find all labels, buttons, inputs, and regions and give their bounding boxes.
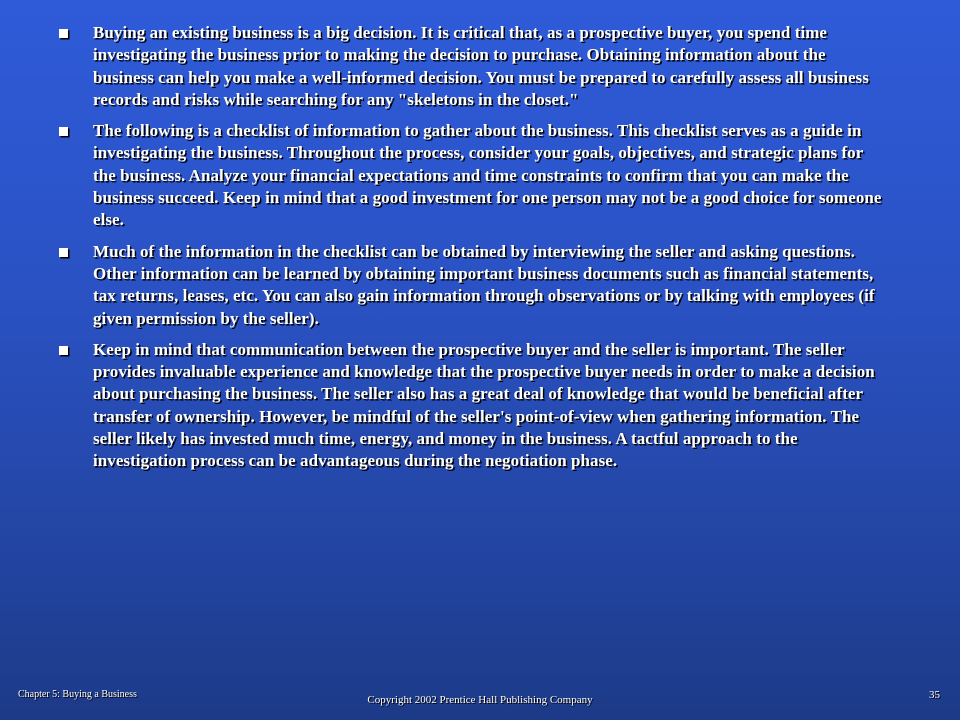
- bullet-text: Much of the information in the checklist can be obtained by interviewing the seller and asking questions. Other information can be learned by obtaining important business documents such as financial statements, tax returns, leases, etc. You can also gain information through observations or by talking with employees (if given permission by the seller).: [93, 241, 875, 328]
- square-bullet-icon: [59, 346, 68, 355]
- square-bullet-icon: [59, 127, 68, 136]
- bullet-item: [58, 339, 888, 473]
- bullet-item: [58, 241, 888, 330]
- square-bullet-icon: [59, 248, 68, 257]
- bullet-text: The following is a checklist of information to gather about the business. This checklist serves as a guide in investigating the business. Throughout the process, consider your goals, objectives, and strategic plans for the business. Analyze your financial expectations and time constraints to confirm that you can make the business succeed. Keep in mind that a good investment for one person may not be a good choice for someone else.: [93, 121, 882, 230]
- bullet-item: [58, 22, 888, 111]
- bullet-text: Keep in mind that communication between the prospective buyer and the seller is important. The seller provides invaluable experience and knowledge that the prospective buyer needs in order to make a decision about purchasing the business. The seller also has a great deal of knowledge that would be beneficial after transfer of ownership. However, be mindful of the seller's point-of-view when gathering information. The seller likely has invested much time, energy, and money in the business. A tactful approach to the investigation process can be advantageous during the negotiation phase.: [93, 339, 875, 471]
- footer-chapter: Chapter 5: Buying a Business: [18, 689, 137, 700]
- bullet-item: [58, 120, 888, 231]
- square-bullet-icon: [59, 29, 68, 38]
- footer-copyright: Copyright 2002 Prentice Hall Publishing Company: [367, 694, 593, 706]
- page-number: 35: [929, 689, 940, 701]
- bullet-list: [58, 22, 888, 482]
- bullet-text: Buying an existing business is a big decision. It is critical that, as a prospective buyer, you spend time investigating the business prior to making the decision to purchase. Obtaining information about the business can help you make a well-informed decision. You must be prepared to carefully assess all business records and risks while searching for any "skeletons in the closet.": [93, 23, 869, 109]
